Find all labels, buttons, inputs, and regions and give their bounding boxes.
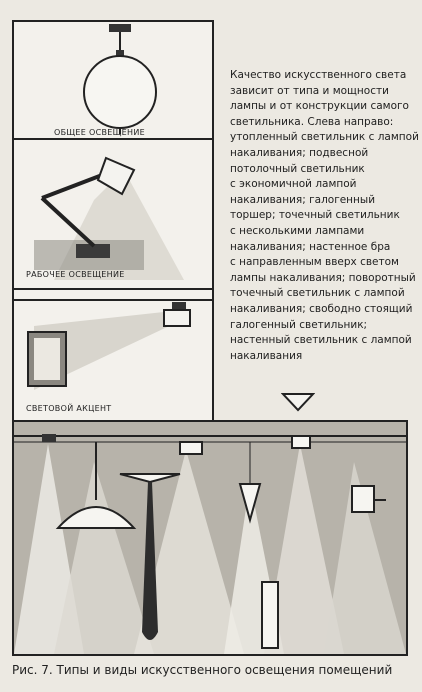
panel-general-lighting	[12, 20, 214, 142]
room-lighting-scene	[14, 422, 406, 654]
panel-label: ОБЩЕЕ ОСВЕЩЕНИЕ	[54, 128, 145, 137]
figure-caption: Рис. 7. Типы и виды искусственного освещения помещений	[12, 663, 393, 677]
panel-work-lighting	[12, 138, 214, 292]
lighting-types-illustration	[12, 420, 408, 656]
desk-lamp-icon	[14, 140, 212, 290]
panel-label: РАБОЧЕЕ ОСВЕЩЕНИЕ	[26, 270, 125, 279]
down-triangle-arrow-icon	[281, 392, 315, 412]
ceiling-globe-lamp-icon	[14, 22, 212, 140]
spot-lamp-icon	[14, 290, 212, 422]
panel-light-accent	[12, 288, 214, 424]
description-text: Качество искусственного света зависит от типа и мощности лампы и от конструкции самого светильника. Слева направо: утопленный светильник с лампой накаливания; подвесной потолочный светильник с экономичной лампой накаливания; галогенный торшер; точечный светильник с несколькими лампами накаливания; настенное бра с направленным вверх светом лампы накаливания; поворотный точечный светильник с лампой накаливания; свободно стоящий галогенный светильник; настенный светильник с лампой накаливания	[230, 69, 419, 362]
panel-label: СВЕТОВОЙ АКЦЕНТ	[26, 404, 112, 413]
